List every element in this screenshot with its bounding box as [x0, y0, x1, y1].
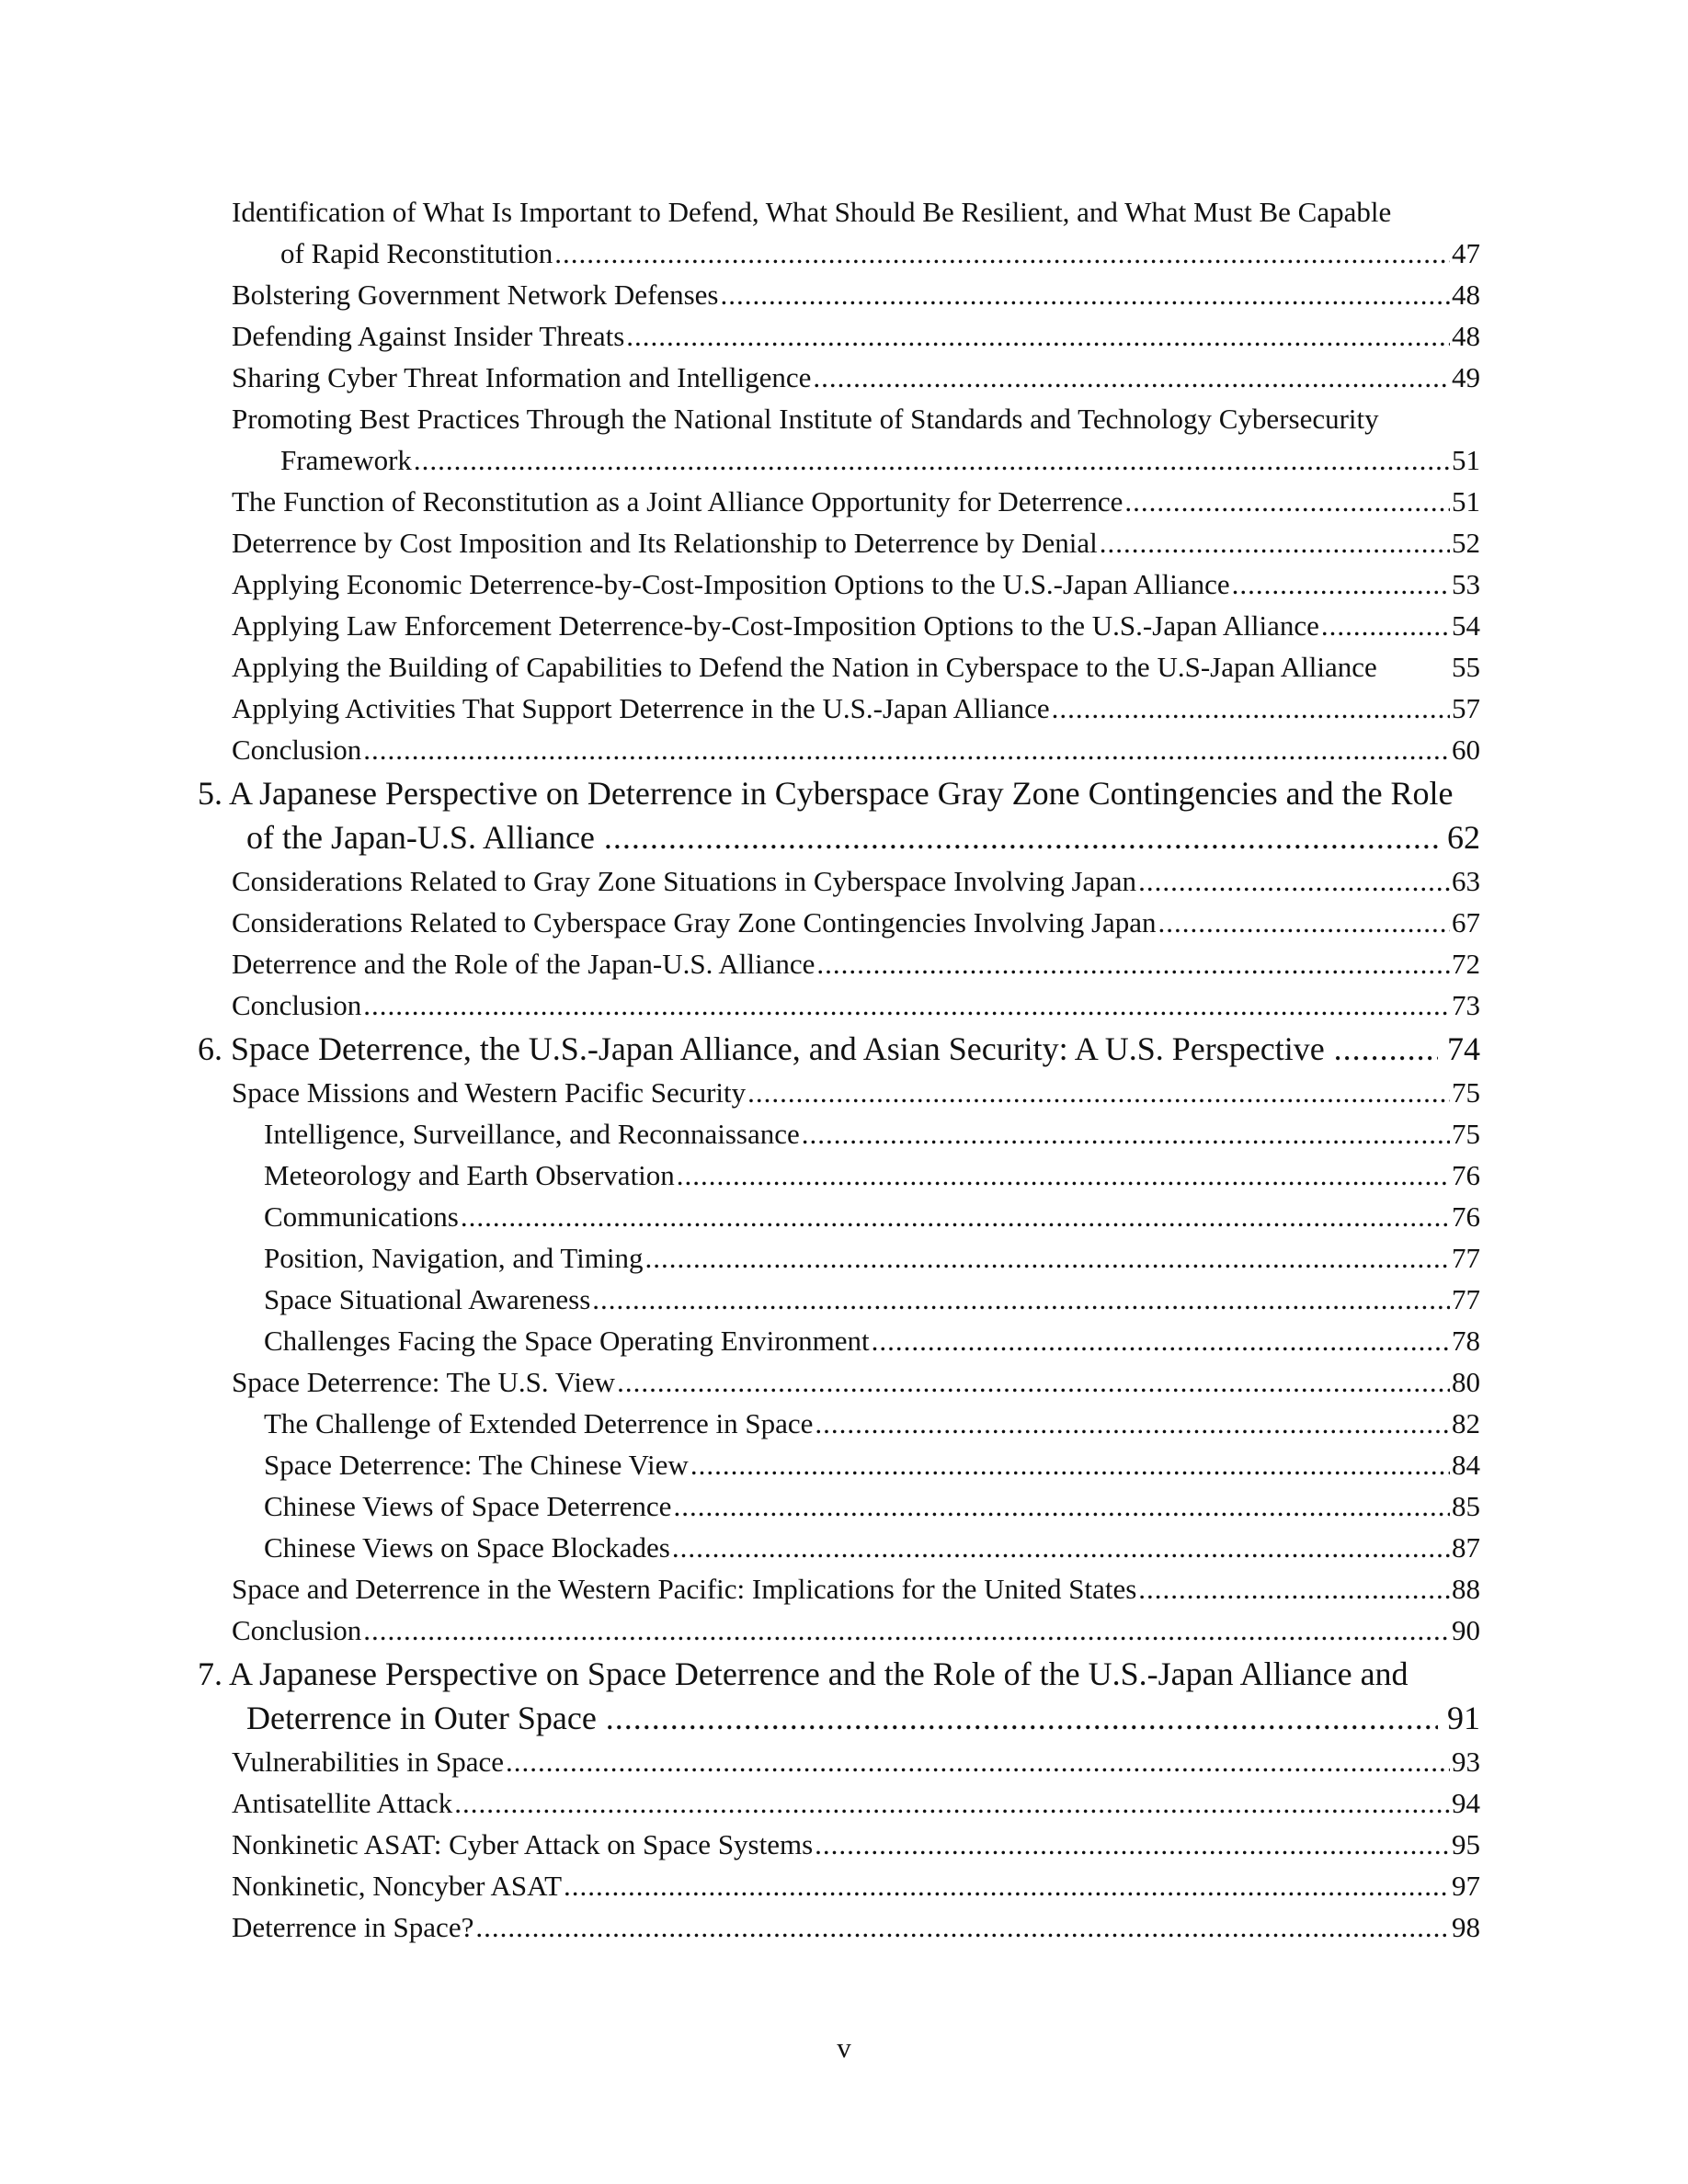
toc-page-number: 91: [1447, 1700, 1480, 1736]
toc-entry-line: [0, 1652, 1480, 1696]
toc-entry-line: [0, 729, 1480, 770]
toc-page-number: 98: [1452, 1911, 1480, 1943]
toc-section-entry[interactable]: [0, 315, 1688, 357]
dot-leader: [564, 1865, 1450, 1906]
toc-page-number: 48: [1452, 279, 1480, 311]
toc-entry-line: [0, 1027, 1480, 1071]
toc-entry-title: Nonkinetic, Noncyber ASAT: [232, 1870, 563, 1902]
toc-subsection-entry[interactable]: [0, 1320, 1688, 1361]
toc-page-number: 76: [1452, 1159, 1480, 1191]
dot-leader: [747, 1072, 1450, 1113]
toc-entry-title: Applying Activities That Support Deterrence in the U.S.-Japan Alliance: [232, 692, 1050, 724]
toc-section-entry[interactable]: [0, 398, 1688, 481]
toc-section-entry[interactable]: [0, 943, 1688, 984]
toc-entry-line: [0, 481, 1480, 522]
toc-section-entry[interactable]: [0, 1072, 1688, 1113]
toc-page-number: 51: [1452, 485, 1480, 518]
toc-entry-title: Nonkinetic ASAT: Cyber Attack on Space Systems: [232, 1828, 814, 1860]
dot-leader: [813, 357, 1450, 398]
toc-entry-title: Deterrence in Space?: [232, 1911, 474, 1943]
toc-entry-title: Intelligence, Surveillance, and Reconnaissance: [264, 1118, 800, 1150]
dot-leader: [815, 1824, 1450, 1865]
toc-page-number: 57: [1452, 692, 1480, 724]
toc-page-number: 84: [1452, 1449, 1480, 1481]
toc-subsection-entry[interactable]: [0, 1113, 1688, 1155]
dot-leader: [592, 1279, 1450, 1320]
toc-page-number: 97: [1452, 1870, 1480, 1902]
toc-section-entry[interactable]: [0, 729, 1688, 770]
toc-section-entry[interactable]: [0, 191, 1688, 274]
toc-section-entry[interactable]: [0, 984, 1688, 1026]
toc-entry-line: [0, 1782, 1480, 1824]
toc-entry-title: Space and Deterrence in the Western Pacific: Implications for the United States: [232, 1573, 1137, 1605]
toc-page-number: 49: [1452, 361, 1480, 393]
page-number: v: [837, 2031, 851, 2064]
toc-section-entry[interactable]: [0, 1741, 1688, 1782]
table-of-contents: [0, 191, 1688, 1948]
toc-page-number: 55: [1452, 651, 1480, 683]
toc-entry-line: [0, 1696, 1480, 1740]
toc-entry-line: [0, 439, 1480, 481]
toc-subsection-entry[interactable]: [0, 1527, 1688, 1568]
toc-entry-line: [0, 1741, 1480, 1782]
toc-entry-title: Applying Law Enforcement Deterrence-by-Cost-Imposition Options to the U.S.-Japan Alliance: [232, 609, 1319, 642]
toc-entry-title: Conclusion: [232, 989, 362, 1021]
dot-leader: [720, 274, 1450, 315]
toc-section-entry[interactable]: [0, 1782, 1688, 1824]
toc-entry-title: of the Japan-U.S. Alliance: [246, 819, 595, 856]
toc-entry-line: [0, 860, 1480, 902]
dot-leader: [475, 1906, 1450, 1948]
dot-leader: [872, 1320, 1450, 1361]
toc-page-number: 53: [1452, 568, 1480, 600]
toc-entry-title: Space Deterrence: The Chinese View: [264, 1449, 689, 1481]
toc-entry-line: [0, 902, 1480, 943]
toc-section-entry[interactable]: [0, 688, 1688, 729]
toc-entry-title: Applying Economic Deterrence-by-Cost-Imposition Options to the U.S.-Japan Alliance: [232, 568, 1230, 600]
toc-entry-line: [0, 943, 1480, 984]
toc-entry-title: Promoting Best Practices Through the National Institute of Standards and Technology Cybersecurity: [232, 403, 1379, 435]
toc-page-number: 94: [1452, 1787, 1480, 1819]
dot-leader: [802, 1113, 1450, 1155]
toc-page-number: 85: [1452, 1490, 1480, 1522]
toc-section-entry[interactable]: [0, 1610, 1688, 1651]
toc-section-entry[interactable]: [0, 860, 1688, 902]
dot-leader: [454, 1782, 1450, 1824]
toc-entry-title: 6. Space Deterrence, the U.S.-Japan Alliance, and Asian Security: A U.S. Perspective: [198, 1030, 1325, 1067]
toc-entry-title: Position, Navigation, and Timing: [264, 1242, 644, 1274]
dot-leader: [414, 439, 1450, 481]
toc-entry-line: [0, 984, 1480, 1026]
toc-entry-line: [0, 357, 1480, 398]
dot-leader: [617, 1361, 1450, 1403]
toc-entry-line: [0, 646, 1480, 688]
toc-section-entry[interactable]: [0, 605, 1688, 646]
toc-entry-line: [0, 1527, 1480, 1568]
toc-page-number: 77: [1452, 1242, 1480, 1274]
dot-leader: [677, 1155, 1450, 1196]
toc-entry-title: Chinese Views of Space Deterrence: [264, 1490, 672, 1522]
toc-entry-line: [0, 688, 1480, 729]
dot-leader: [1158, 902, 1450, 943]
toc-page-number: 74: [1447, 1030, 1480, 1067]
dot-leader: [506, 1741, 1450, 1782]
toc-entry-line: [0, 1403, 1480, 1444]
toc-page-number: 73: [1452, 989, 1480, 1021]
dot-leader: [604, 815, 1438, 859]
toc-section-entry[interactable]: [0, 357, 1688, 398]
toc-section-entry[interactable]: [0, 274, 1688, 315]
toc-page-number: 51: [1452, 444, 1480, 476]
toc-page-number: 63: [1452, 865, 1480, 897]
dot-leader: [606, 1696, 1438, 1740]
toc-page-number: 77: [1452, 1283, 1480, 1315]
toc-section-entry[interactable]: [0, 522, 1688, 563]
toc-page-number: 62: [1447, 819, 1480, 856]
toc-entry-title: Sharing Cyber Threat Information and Intelligence: [232, 361, 812, 393]
toc-entry-line: [0, 522, 1480, 563]
toc-section-entry[interactable]: [0, 1568, 1688, 1610]
toc-subsection-entry[interactable]: [0, 1279, 1688, 1320]
toc-entry-line: [0, 233, 1480, 274]
toc-page-number: 47: [1452, 237, 1480, 269]
toc-entry-title: Communications: [264, 1200, 459, 1233]
toc-entry-title: Deterrence and the Role of the Japan-U.S. Alliance: [232, 948, 815, 980]
dot-leader: [1100, 522, 1450, 563]
toc-page-number: 67: [1452, 906, 1480, 938]
toc-page-number: 87: [1452, 1531, 1480, 1564]
toc-entry-title: Defending Against Insider Threats: [232, 320, 625, 352]
toc-subsection-entry[interactable]: [0, 1485, 1688, 1527]
toc-chapter-entry[interactable]: [0, 1652, 1688, 1740]
toc-entry-title: Vulnerabilities in Space: [232, 1746, 504, 1778]
toc-subsection-entry[interactable]: [0, 1196, 1688, 1237]
toc-entry-line: [0, 1361, 1480, 1403]
toc-entry-title: Chinese Views on Space Blockades: [264, 1531, 670, 1564]
toc-entry-title: Considerations Related to Cyberspace Gray Zone Contingencies Involving Japan: [232, 906, 1157, 938]
dot-leader: [1232, 563, 1450, 605]
toc-entry-line: [0, 1279, 1480, 1320]
toc-page-number: 90: [1452, 1614, 1480, 1646]
dot-leader: [1052, 688, 1450, 729]
toc-chapter-entry[interactable]: [0, 771, 1688, 859]
toc-entry-title: Meteorology and Earth Observation: [264, 1159, 675, 1191]
dot-leader: [363, 1610, 1450, 1651]
toc-section-entry[interactable]: [0, 481, 1688, 522]
toc-entry-line: [0, 1444, 1480, 1485]
toc-entry-line: [0, 1865, 1480, 1906]
dot-leader: [554, 233, 1450, 274]
toc-entry-line: [0, 315, 1480, 357]
dot-leader: [816, 943, 1450, 984]
toc-entry-line: [0, 1072, 1480, 1113]
toc-section-entry[interactable]: [0, 1824, 1688, 1865]
toc-entry-title: Deterrence in Outer Space: [246, 1700, 597, 1736]
toc-page-number: 75: [1452, 1118, 1480, 1150]
toc-entry-line: [0, 1824, 1480, 1865]
toc-section-entry[interactable]: [0, 902, 1688, 943]
toc-section-entry[interactable]: [0, 646, 1688, 688]
toc-page-number: 52: [1452, 527, 1480, 559]
toc-entry-line: [0, 191, 1480, 233]
toc-page-number: 48: [1452, 320, 1480, 352]
toc-entry-line: [0, 1113, 1480, 1155]
toc-subsection-entry[interactable]: [0, 1444, 1688, 1485]
dot-leader: [673, 1485, 1450, 1527]
toc-page-number: 54: [1452, 609, 1480, 642]
dot-leader: [1138, 1568, 1450, 1610]
toc-entry-title: Applying the Building of Capabilities to Defend the Nation in Cyberspace to the U.S-Japan Alliance: [232, 651, 1377, 683]
toc-entry-line: [0, 1155, 1480, 1196]
dot-leader: [672, 1527, 1450, 1568]
toc-page-number: 60: [1452, 734, 1480, 766]
toc-entry-line: [0, 274, 1480, 315]
toc-entry-title: The Function of Reconstitution as a Joint Alliance Opportunity for Deterrence: [232, 485, 1123, 518]
toc-subsection-entry[interactable]: [0, 1155, 1688, 1196]
toc-page-number: 75: [1452, 1076, 1480, 1109]
toc-entry-line: [0, 815, 1480, 859]
toc-page-number: 95: [1452, 1828, 1480, 1860]
toc-section-entry[interactable]: [0, 1865, 1688, 1906]
toc-section-entry[interactable]: [0, 1361, 1688, 1403]
dot-leader: [363, 729, 1450, 770]
toc-section-entry[interactable]: [0, 563, 1688, 605]
toc-subsection-entry[interactable]: [0, 1237, 1688, 1279]
toc-page-number: 80: [1452, 1366, 1480, 1398]
dot-leader: [1124, 481, 1450, 522]
toc-entry-title: Bolstering Government Network Defenses: [232, 279, 719, 311]
toc-entry-title: Deterrence by Cost Imposition and Its Relationship to Deterrence by Denial: [232, 527, 1098, 559]
dot-leader: [815, 1403, 1450, 1444]
toc-section-entry[interactable]: [0, 1906, 1688, 1948]
dot-leader: [461, 1196, 1450, 1237]
toc-entry-title: Space Deterrence: The U.S. View: [232, 1366, 616, 1398]
dot-leader: [363, 984, 1450, 1026]
toc-subsection-entry[interactable]: [0, 1403, 1688, 1444]
toc-entry-line: [0, 563, 1480, 605]
toc-entry-line: [0, 1320, 1480, 1361]
toc-entry-title: Considerations Related to Gray Zone Situations in Cyberspace Involving Japan: [232, 865, 1137, 897]
toc-page-number: 88: [1452, 1573, 1480, 1605]
dot-leader: [626, 315, 1450, 357]
dot-leader: [1321, 605, 1450, 646]
toc-entry-line: [0, 1610, 1480, 1651]
toc-entry-line: [0, 771, 1480, 815]
dot-leader: [645, 1237, 1450, 1279]
toc-entry-title: Space Situational Awareness: [264, 1283, 591, 1315]
toc-entry-title: 5. A Japanese Perspective on Deterrence in Cyberspace Gray Zone Contingencies and the Role: [198, 775, 1454, 812]
toc-entry-title: 7. A Japanese Perspective on Space Deterrence and the Role of the U.S.-Japan Alliance and: [198, 1655, 1409, 1692]
toc-entry-line: [0, 1485, 1480, 1527]
toc-entry-title: Space Missions and Western Pacific Security: [232, 1076, 747, 1109]
toc-entry-title: Identification of What Is Important to Defend, What Should Be Resilient, and What Must Be Capable: [232, 196, 1392, 228]
toc-entry-title: The Challenge of Extended Deterrence in Space: [264, 1407, 814, 1439]
toc-entry-title: Framework: [280, 444, 412, 476]
toc-entry-line: [0, 1237, 1480, 1279]
dot-leader: [1138, 860, 1450, 902]
toc-entry-title: Challenges Facing the Space Operating Environment: [264, 1325, 870, 1357]
toc-page-number: 76: [1452, 1200, 1480, 1233]
toc-entry-line: [0, 1906, 1480, 1948]
dot-leader: [1334, 1027, 1438, 1071]
toc-entry-title: Conclusion: [232, 734, 362, 766]
toc-page-number: 93: [1452, 1746, 1480, 1778]
toc-entry-title: of Rapid Reconstitution: [280, 237, 553, 269]
toc-entry-line: [0, 398, 1480, 439]
toc-page-number: 82: [1452, 1407, 1480, 1439]
toc-chapter-entry[interactable]: [0, 1027, 1688, 1071]
dot-leader: [690, 1444, 1450, 1485]
toc-entry-title: Conclusion: [232, 1614, 362, 1646]
toc-entry-title: Antisatellite Attack: [232, 1787, 453, 1819]
toc-page-number: 72: [1452, 948, 1480, 980]
toc-entry-line: [0, 1568, 1480, 1610]
toc-entry-line: [0, 1196, 1480, 1237]
toc-entry-line: [0, 605, 1480, 646]
toc-page-number: 78: [1452, 1325, 1480, 1357]
